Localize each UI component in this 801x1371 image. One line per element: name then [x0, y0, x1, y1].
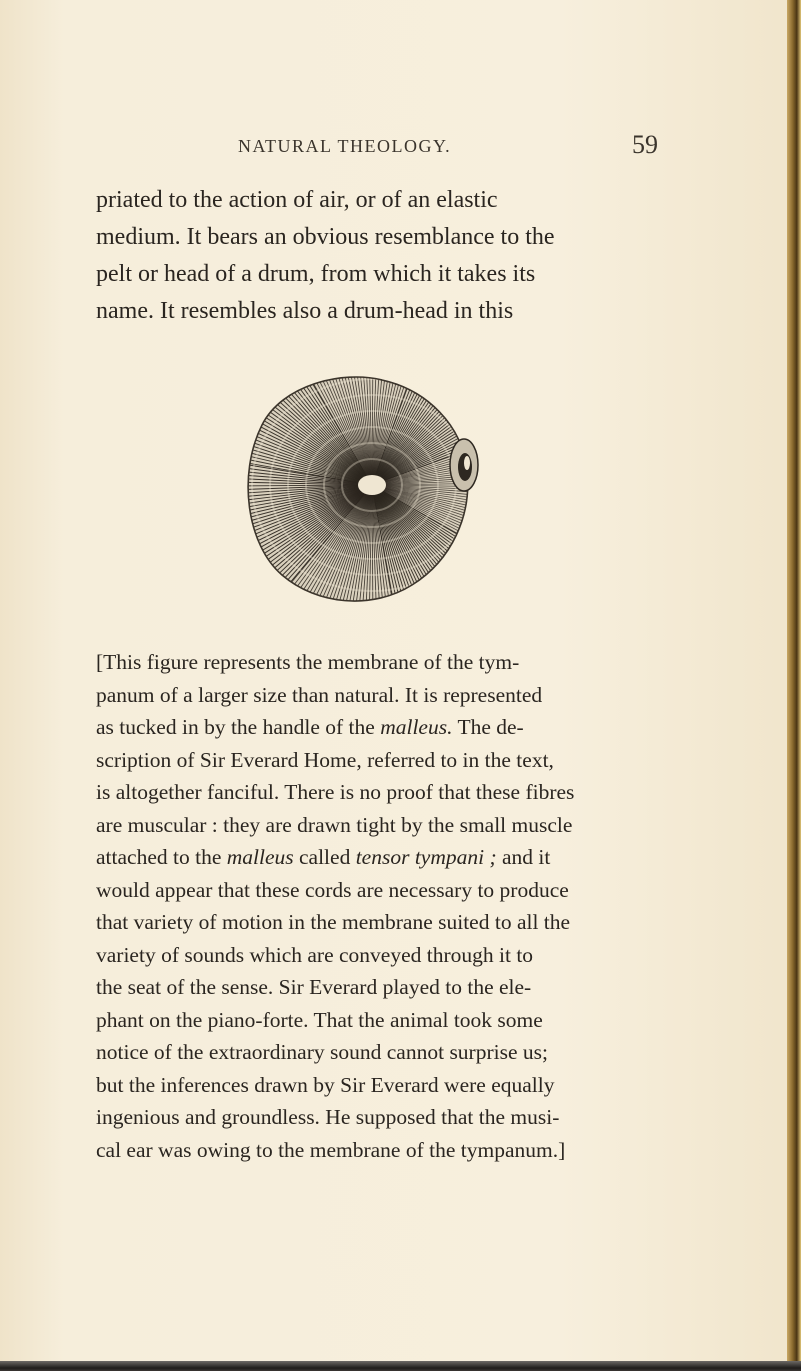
book-spine-edge [787, 0, 801, 1371]
text-line: medium. It bears an obvious resemblance to the [96, 224, 555, 250]
page-bottom-edge [0, 1361, 801, 1371]
text-line: name. It resembles also a drum-head in this [96, 298, 514, 324]
note-line: as tucked in by the handle of the malleus. The de- [96, 715, 524, 739]
note-line: would appear that these cords are necessary to produce [96, 877, 569, 902]
note-line: is altogether fanciful. There is no proof that these fibres [96, 780, 575, 804]
note-line: the seat of the sense. Sir Everard played to the ele- [96, 975, 532, 999]
note-line: but the inferences drawn by Sir Everard were equally [96, 1072, 555, 1097]
note-line: notice of the extraordinary sound cannot surprise us; [96, 1040, 548, 1064]
running-head [238, 130, 658, 158]
figure-note [96, 646, 656, 1166]
italic-term: malleus. [380, 715, 453, 739]
malleus-handle [450, 439, 478, 491]
tympanum-figure [222, 365, 492, 615]
text-line: pelt or head of a drum, from which it takes its [96, 261, 536, 287]
text-line: priated to the action of air, or of an elastic [96, 187, 498, 213]
note-line: cal ear was owing to the membrane of the tympanum.] [96, 1137, 566, 1162]
page-number: 59 [632, 130, 658, 159]
umbo [358, 475, 386, 495]
note-line: scription of Sir Everard Home, referred to in the text, [96, 747, 554, 772]
note-line: ingenious and groundless. He supposed that the musi- [96, 1105, 560, 1129]
note-line: [This figure represents the membrane of the tym- [96, 650, 520, 674]
note-line: are muscular : they are drawn tight by the small muscle [96, 812, 573, 837]
note-line: variety of sounds which are conveyed through it to [96, 942, 534, 967]
note-line: attached to the malleus called tensor tympani ; and it [96, 845, 551, 869]
body-paragraph [96, 182, 656, 330]
tympanum-membrane-icon [222, 365, 492, 615]
note-line: that variety of motion in the membrane suited to all the [96, 910, 571, 934]
note-line: phant on the piano-forte. That the animal took some [96, 1007, 543, 1032]
italic-term: tensor tympani ; [355, 845, 497, 869]
membrane-fibres [222, 365, 492, 615]
italic-term: malleus [226, 845, 294, 869]
note-line: panum of a larger size than natural. It is represented [96, 682, 543, 707]
running-title: NATURAL THEOLOGY. [238, 136, 452, 156]
